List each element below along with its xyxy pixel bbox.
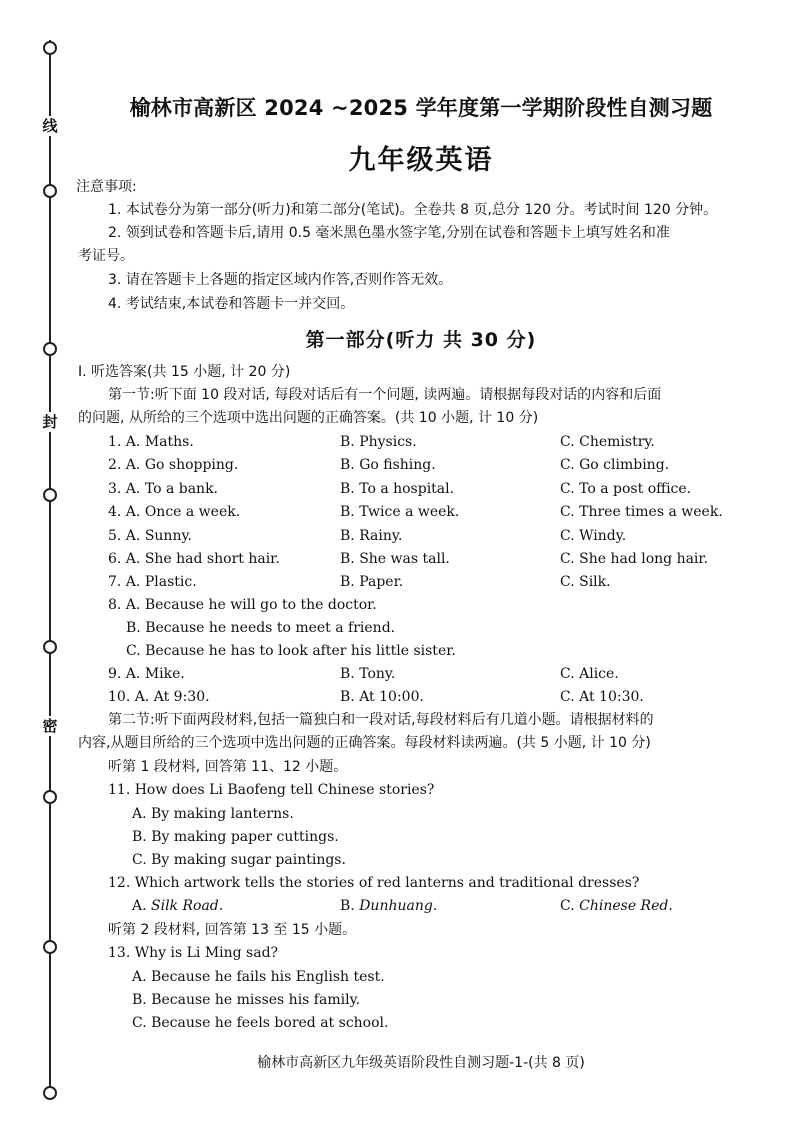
option-b: B. Tony. (340, 666, 396, 682)
section2-intro-1: 第二节:听下面两段材料,包括一篇独白和一段对话,每段材料后有几道小题。请根据材料的 (108, 712, 654, 728)
option-a: 5. A. Sunny. (108, 528, 192, 544)
option-c: C. Because he feels bored at school. (132, 1015, 389, 1031)
option-letter: A. (132, 898, 152, 914)
notice-item-2: 2. 领到试卷和答题卡后,请用 0.5 毫米黑色墨水签字笔,分别在试卷和答题卡上填写姓名和准 (108, 225, 670, 241)
option-c: C. Windy. (560, 528, 627, 544)
option-a: 7. A. Plastic. (108, 574, 197, 590)
section1-intro-1: 第一节:听下面 10 段对话, 每段对话后有一个问题, 读两遍。请根据每段对话的内容和后面 (108, 387, 662, 403)
option-a (132, 896, 223, 916)
section2-intro-2: 内容,从题目所给的三个选项中选出问题的正确答案。每段材料读两遍。(共 5 小题, 计 10 分) (78, 735, 651, 751)
question-11 (78, 827, 764, 847)
question-8 (78, 595, 764, 615)
question-13 (78, 967, 764, 987)
question-stem: 11. How does Li Baofeng tell Chinese stories? (108, 782, 435, 798)
material-2-heading: 听第 2 段材料, 回答第 13 至 15 小题。 (108, 922, 357, 938)
question-row (78, 455, 764, 475)
option-b: B. Rainy. (340, 528, 403, 544)
question-row (78, 664, 764, 684)
page-footer: 榆林市高新区九年级英语阶段性自测习题-1-(共 8 页) (257, 1055, 585, 1071)
question-12 (78, 896, 764, 916)
material-1-heading: 听第 1 段材料, 回答第 11、12 小题。 (108, 759, 348, 775)
binding-circle (43, 940, 57, 954)
binding-circle (43, 488, 57, 502)
binding-label-feng: 封 (42, 413, 58, 431)
binding-circle (43, 1086, 57, 1100)
option-letter: B. (340, 898, 360, 914)
option-a: 9. A. Mike. (108, 666, 185, 682)
question-8 (78, 641, 764, 661)
question-row (78, 687, 764, 707)
exam-subject: 九年级英语 (348, 145, 494, 176)
option-b: B. Physics. (340, 434, 417, 450)
binding-circle (43, 640, 57, 654)
option-b: B. Twice a week. (340, 504, 460, 520)
option-b: B. To a hospital. (340, 481, 455, 497)
option-b: B. Paper. (340, 574, 404, 590)
question-stem: 13. Why is Li Ming sad? (108, 945, 279, 961)
option-a: 2. A. Go shopping. (108, 457, 239, 473)
option-c: C. She had long hair. (560, 551, 709, 567)
option-c: C. Three times a week. (560, 504, 723, 520)
option-b: B. She was tall. (340, 551, 450, 567)
notice-item-3: 3. 请在答题卡上各题的指定区域内作答,否则作答无效。 (108, 272, 453, 288)
question-13 (78, 943, 764, 963)
question-11 (78, 780, 764, 800)
option-a: A. By making lanterns. (132, 806, 294, 822)
question-row (78, 549, 764, 569)
question-stem: 12. Which artwork tells the stories of red lanterns and traditional dresses? (108, 875, 640, 891)
option-b: B. By making paper cuttings. (132, 829, 339, 845)
binding-circle (43, 790, 57, 804)
binding-label-xian: 线 (42, 117, 58, 135)
binding-label-mi: 密 (42, 717, 58, 735)
question-row (78, 572, 764, 592)
question-12 (78, 873, 764, 893)
question-11 (78, 804, 764, 824)
question-13 (78, 990, 764, 1010)
option-a: 6. A. She had short hair. (108, 551, 280, 567)
option-c: C. At 10:30. (560, 689, 644, 705)
option-a: A. Because he fails his English test. (132, 969, 385, 985)
notice-item-4: 4. 考试结束,本试卷和答题卡一并交回。 (108, 296, 355, 312)
option-b: B. Because he misses his family. (132, 992, 361, 1008)
option-a: 1. A. Maths. (108, 434, 194, 450)
exam-title: 榆林市高新区 2024 ~2025 学年度第一学期阶段性自测习题 (129, 96, 713, 120)
option-c: C. Because he has to look after his little sister. (126, 643, 456, 659)
question-row (78, 432, 764, 452)
option-a: 4. A. Once a week. (108, 504, 241, 520)
option-letter: C. (560, 898, 580, 914)
section1-intro-2: 的问题, 从所给的三个选项中选出问题的正确答案。(共 10 小题, 计 10 分) (78, 410, 539, 426)
part1-title: 第一部分(听力 共 30 分) (305, 329, 537, 351)
notice-item-2-cont: 考证号。 (78, 248, 134, 264)
question-8 (78, 618, 764, 638)
option-c: C. Go climbing. (560, 457, 670, 473)
option-a: 8. A. Because he will go to the doctor. (108, 597, 377, 613)
question-11 (78, 850, 764, 870)
notice-item-1: 1. 本试卷分为第一部分(听力)和第二部分(笔试)。全卷共 8 页,总分 120 分。考试时间 120 分钟。 (108, 202, 718, 218)
binding-circle (43, 41, 57, 55)
question-13 (78, 1013, 764, 1033)
option-b: B. Because he needs to meet a friend. (126, 620, 396, 636)
option-c: C. Alice. (560, 666, 619, 682)
question-row (78, 526, 764, 546)
option-b (340, 896, 437, 916)
binding-circle (43, 342, 57, 356)
option-c: C. By making sugar paintings. (132, 852, 346, 868)
option-b: B. Go fishing. (340, 457, 436, 473)
option-text: Dunhuang. (359, 898, 438, 914)
option-b: B. At 10:00. (340, 689, 424, 705)
section-heading: Ⅰ. 听选答案(共 15 小题, 计 20 分) (78, 364, 291, 380)
binding-circle (43, 184, 57, 198)
question-row (78, 502, 764, 522)
option-a: 3. A. To a bank. (108, 481, 219, 497)
option-c: C. To a post office. (560, 481, 692, 497)
question-row (78, 479, 764, 499)
option-text: Chinese Red. (579, 898, 673, 914)
option-a: 10. A. At 9:30. (108, 689, 210, 705)
option-c: C. Chemistry. (560, 434, 655, 450)
option-c (560, 896, 673, 916)
notice-heading: 注意事项: (76, 179, 137, 195)
option-text: Silk Road. (151, 898, 224, 914)
option-c: C. Silk. (560, 574, 611, 590)
